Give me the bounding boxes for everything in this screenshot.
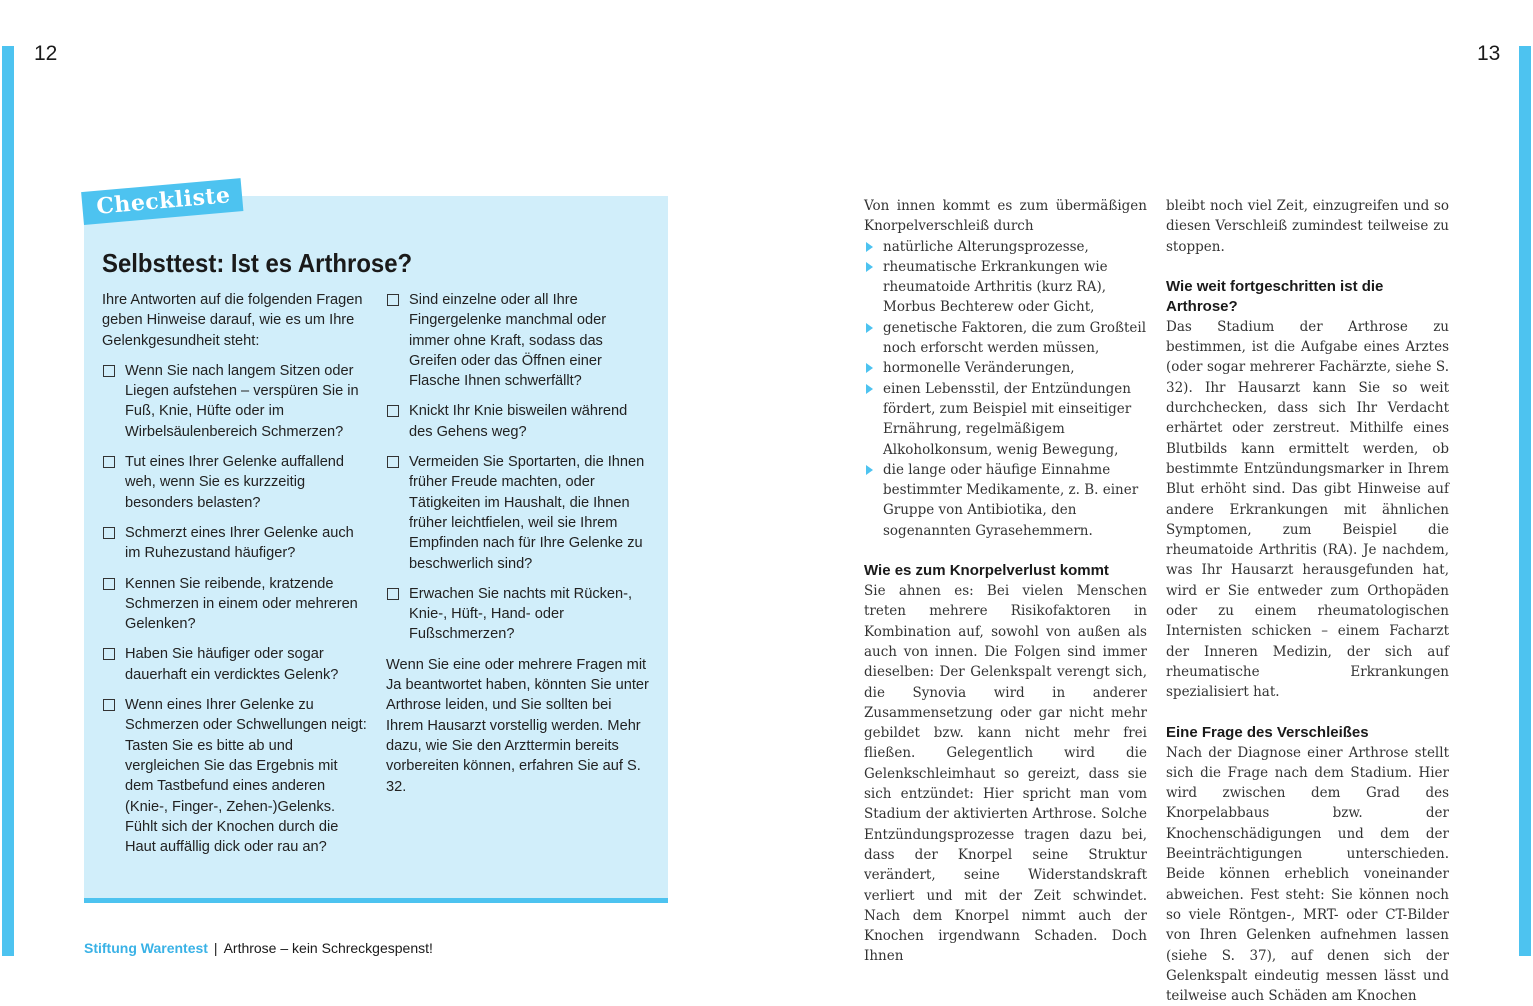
heading-verschleiss: Eine Frage des Verschleißes bbox=[1166, 723, 1369, 741]
checklist-column-1 bbox=[102, 290, 368, 867]
footer-book-title: Arthrose – kein Schreckgespenst! bbox=[223, 940, 433, 956]
body-intro: Von innen kommt es zum übermäßigen Knorpelverschleiß durch bbox=[864, 198, 1147, 235]
left-edge-bar bbox=[2, 46, 14, 956]
checklist-item[interactable]: Wenn Sie nach langem Sitzen oder Liegen aufstehen – verspüren Sie in Fuß, Knie, Hüfte oder im Wirbelsäulenbereich Schmerzen? bbox=[102, 361, 368, 442]
footer-separator: | bbox=[213, 940, 218, 956]
checklist-item[interactable]: Sind einzelne oder all Ihre Fingergelenke manchmal oder immer ohne Kraft, sodass das Greifen oder das Öffnen einer Flasche Ihnen schwerfällt? bbox=[386, 290, 650, 391]
checklist-title: Selbsttest: Ist es Arthrose? bbox=[102, 248, 413, 278]
checklist-outro: Wenn Sie eine oder mehrere Fragen mit Ja beantwortet haben, könnten Sie unter Arthrose leiden, und Sie sollten bei Ihrem Hausarzt vorstellig werden. Mehr dazu, wie Sie den Arzttermin bereits vorbereiten können, erfahren Sie auf S. 32. bbox=[386, 656, 649, 795]
checkbox-icon[interactable] bbox=[103, 365, 115, 377]
text-column-right bbox=[1166, 196, 1449, 1006]
checkbox-icon[interactable] bbox=[103, 456, 115, 468]
bullet-item: einen Lebensstil, der Entzündungen fördert, zum Beispiel mit einseitiger Ernährung, regelmäßigem Alkoholkonsum, wenig Bewegung, bbox=[864, 379, 1147, 460]
checklist-tag: Checkliste bbox=[81, 178, 244, 225]
triangle-bullet-icon bbox=[866, 323, 873, 333]
footer-brand: Stiftung Warentest bbox=[84, 940, 208, 956]
checklist-item[interactable]: Erwachen Sie nachts mit Rücken-, Knie-, Hüft-, Hand- oder Fußschmerzen? bbox=[386, 584, 650, 645]
triangle-bullet-icon bbox=[866, 242, 873, 252]
checklist-item[interactable]: Wenn eines Ihrer Gelenke zu Schmerzen oder Schwellungen neigt: Tasten Sie es bitte ab und vergleichen Sie das Ergebnis mit dem Tastbefund eines anderen (Knie-, Finger-, Zehen-)Gelenks. Fühlt sich der Knochen durch die Haut auffällig dick oder rau an? bbox=[102, 695, 368, 857]
checkbox-icon[interactable] bbox=[387, 405, 399, 417]
page-number-right: 13 bbox=[1477, 42, 1501, 65]
checkbox-icon[interactable] bbox=[387, 294, 399, 306]
paragraph-stadium: Das Stadium der Arthrose zu bestimmen, ist die Aufgabe eines Arztes (oder sogar mehrerer Fachärzte, siehe S. 32). Ihr Hausarzt kann Sie so weit durchchecken, dass sich Ihr Verdacht erhärtet oder zerstreut. Mithilfe eines Blutbilds kann ermittelt werden, ob bestimmte Entzündungsmarker in Ihrem Blut erhöht sind. Das gibt Hinweise auf andere Erkrankungen mit ähnlichen Symptomen, zum Beispiel die rheumatoide Arthritis (RA). Je nachdem, was Ihr Hausarzt herausgefunden hat, wird er Sie entweder zum Orthopäden oder zu einem rheumatologischen Internisten schicken – einem Facharzt der Inneren Medizin, der sich auf rheumatische Erkrankungen spezialisiert hat. bbox=[1166, 318, 1449, 701]
page-footer bbox=[84, 940, 433, 956]
paragraph-continued: bleibt noch viel Zeit, einzugreifen und so diesen Verschleiß zumindest teilweise zu stoppen. bbox=[1166, 198, 1449, 255]
page-number-left: 12 bbox=[34, 42, 58, 65]
bullet-item: rheumatische Erkrankungen wie rheumatoide Arthritis (kurz RA), Morbus Bechterew oder Gicht, bbox=[864, 257, 1147, 318]
checkbox-icon[interactable] bbox=[103, 527, 115, 539]
checkbox-icon[interactable] bbox=[387, 588, 399, 600]
paragraph-verschleiss: Nach der Diagnose einer Arthrose stellt sich die Frage nach dem Stadium. Hier wird zwischen dem Grad des Knorpelabbaus bzw. der Knochenschädigungen und dem der Beeinträchtigungen unterschieden. Beide können erheblich voneinander abweichen. Fest steht: Sie können noch so viele Röntgen-, MRT- oder CT-Bilder von Ihren Gelenken aufnehmen lassen (siehe S. 37), auf denen sich der Gelenkspalt eindeutig messen lässt und teilweise auch Schäden am Knochen bbox=[1166, 744, 1449, 1005]
checklist-item[interactable]: Haben Sie häufiger oder sogar dauerhaft ein verdicktes Gelenk? bbox=[102, 644, 368, 685]
checklist-item[interactable]: Vermeiden Sie Sportarten, die Ihnen früher Freude machten, oder Tätigkeiten im Haushalt, die Ihnen früher leichtfielen, weil sie Ihrem Empfinden nach für Ihre Gelenke zu beschwerlich sind? bbox=[386, 452, 650, 574]
paragraph-knorpelverlust: Sie ahnen es: Bei vielen Menschen treten mehrere Risikofaktoren in Kombination auf, sowohl von außen als auch von innen. Die Folgen sind immer dieselben: Der Gelenkspalt verengt sich, die Synovia wird in anderer Zusammensetzung oder gar nicht mehr gebildet bzw. kann nicht mehr frei fließen. Gelegentlich wird die Gelenkschleimhaut so gereizt, dass sie sich entzündet: Hier spricht man vom Stadium der aktivierten Arthrose. Solche Entzündungsprozesse tragen dazu bei, dass der Knorpel seine Struktur verändert, seine Widerstandskraft verliert und mit der Zeit schwindet. Nach dem Knorpel nimmt auch der Knochen irgendwann Schaden. Doch Ihnen bbox=[864, 583, 1147, 965]
bullet-item: genetische Faktoren, die zum Großteil noch erforscht werden müssen, bbox=[864, 318, 1147, 359]
right-edge-bar bbox=[1519, 46, 1531, 956]
checklist-item[interactable]: Kennen Sie reibende, kratzende Schmerzen in einem oder mehreren Gelenken? bbox=[102, 574, 368, 635]
triangle-bullet-icon bbox=[866, 465, 873, 475]
checkbox-icon[interactable] bbox=[103, 699, 115, 711]
checklist-item[interactable]: Schmerzt eines Ihrer Gelenke auch im Ruhezustand häufiger? bbox=[102, 523, 368, 564]
checkbox-icon[interactable] bbox=[103, 578, 115, 590]
triangle-bullet-icon bbox=[866, 363, 873, 373]
checkbox-icon[interactable] bbox=[103, 648, 115, 660]
checklist-intro: Ihre Antworten auf die folgenden Fragen geben Hinweise darauf, wie es um Ihre Gelenkgesundheit steht: bbox=[102, 292, 363, 349]
heading-knorpelverlust: Wie es zum Knorpelverlust kommt bbox=[864, 562, 1109, 580]
heading-stadium: Wie weit fortgeschritten ist die Arthrose? bbox=[1166, 277, 1384, 315]
bullet-item: natürliche Alterungsprozesse, bbox=[864, 237, 1147, 257]
bullet-item: hormonelle Veränderungen, bbox=[864, 358, 1147, 378]
checklist-item[interactable]: Tut eines Ihrer Gelenke auffallend weh, wenn Sie es kurzzeitig besonders belasten? bbox=[102, 452, 368, 513]
bullet-item: die lange oder häufige Einnahme bestimmter Medikamente, z. B. einer Gruppe von Antibiotika, den sogenannten Gyrasehemmern. bbox=[864, 460, 1147, 541]
triangle-bullet-icon bbox=[866, 262, 873, 272]
checkbox-icon[interactable] bbox=[387, 456, 399, 468]
text-column-left bbox=[864, 196, 1147, 967]
checklist-column-2 bbox=[386, 290, 650, 807]
checklist-item[interactable]: Knickt Ihr Knie bisweilen während des Gehens weg? bbox=[386, 401, 650, 442]
triangle-bullet-icon bbox=[866, 384, 873, 394]
